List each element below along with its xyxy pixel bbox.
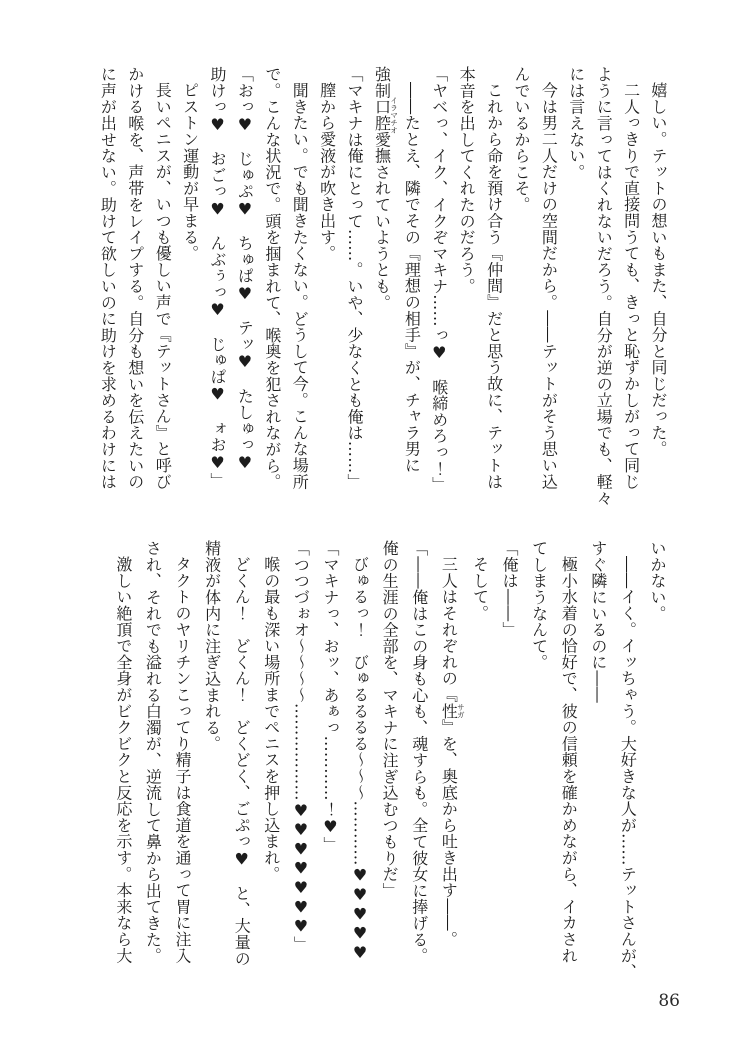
text-line: 極小水着の恰好で、彼の信頼を確かめながら、イカされ	[559, 556, 579, 964]
text-line: ――たとえ、隣でその『理想の相手』が、チャラ男に	[402, 82, 422, 474]
text-line: 精液が体内に注ぎ込まれる。	[202, 540, 222, 752]
text-block-top	[94, 66, 672, 508]
text-line: には言えない。	[566, 66, 586, 181]
text-line: いかない。	[648, 540, 667, 622]
text-block-bottom	[108, 540, 672, 992]
text-line: 「――俺はこの身も心も、魂すらも。全て彼女に捧げる。	[409, 540, 429, 964]
text-line: 「ヤベっ、イク、イクぞマキナ……っ♥ 喉締めろっ！」	[429, 66, 449, 493]
text-line: びゅるっ！ びゅるるるる〜〜〜…………♥♥♥♥♥	[350, 556, 370, 963]
text-line: 長いペニスが、いつも優しい声で『テットさん』と呼び	[153, 82, 173, 490]
text-line: 強制口腔愛撫イラマチオされていようとも。	[372, 66, 399, 311]
page-number: 86	[658, 991, 680, 1011]
text-line: 「俺は――」	[500, 540, 520, 638]
text-line: そして。	[470, 556, 490, 622]
text-line: 今は男二人だけの空間だから。――テットがそう思い込	[539, 82, 559, 490]
text-line: 俺の生涯の全部を、マキナに注ぎ込むつもりだ」	[380, 540, 400, 899]
text-line: 膣から愛液が吹き出す。	[317, 82, 337, 262]
text-line: 三人はそれぞれの『性サガ』を、奥底から吐き出す――。	[439, 556, 466, 948]
text-line: 嬉しい。テットの想いもまた、自分と同じだった。	[649, 82, 668, 457]
text-line: ピストン運動が早まる。	[180, 82, 200, 262]
text-line: てしまうなんて。	[529, 540, 549, 671]
text-line: すぐ隣にいるのに――	[588, 540, 608, 703]
text-line: され、それでも溢れる白濁が、逆流して鼻から出てきた。	[143, 540, 163, 964]
text-line: これから命を預け合う『仲間』だと思う故に、テットは	[484, 82, 504, 490]
text-line: タクトのヤリチンこってり精子は食道を通って胃に注入	[173, 556, 192, 964]
text-line: かける喉を、声帯をレイプする。自分も想いを伝えたいの	[125, 66, 145, 490]
text-line: 激しい絶頂で全身がビクビクと反応を示す。本来なら大	[113, 556, 133, 964]
text-line: 「マキナは俺にとって……。いや、少なくとも俺は……」	[345, 66, 365, 490]
text-line: 「マキナっ、おッ、あぁっ…………！♥」	[320, 540, 340, 853]
text-line: 「おっ♥ じゅぷ♥ ちゅぱ♥ テッ♥ たしゅっ♥	[235, 66, 255, 473]
text-line: で。こんな状況で。頭を掴まれて、喉奥を犯されながら。	[262, 66, 282, 490]
text-line: 助けっ♥ おごっ♥ んぶぅっ♥ じゅぱ♥ ォお♥」	[208, 66, 227, 489]
text-line: 「つつづぉオ〜〜〜〜………………♥♥♥♥♥♥♥」	[291, 540, 311, 953]
text-line: んでいるからこそ。	[511, 66, 531, 213]
text-line: ように言ってはくれないだろう。自分が逆の立場でも、軽々	[594, 66, 614, 507]
text-line: どくん！ どくん！ どくどく、ごぷっ♥ と、大量の	[232, 556, 252, 967]
text-line: 本音を出してくれたのだろう。	[457, 66, 477, 295]
text-line: 喉の最も深い場所までペニスを押し込まれ。	[261, 556, 281, 882]
text-line: 二人っきりで直接問うても、きっと恥ずかしがって同じ	[621, 82, 641, 490]
text-line: に声が出せない。助けて欲しいのに助けを求めるわけには	[98, 66, 118, 490]
text-line: ――イく。イッちゃう。大好きな人が……テットさんが、	[618, 556, 638, 980]
text-line: 聞きたい。でも聞きたくない。どうして今。こんな場所	[290, 82, 310, 490]
